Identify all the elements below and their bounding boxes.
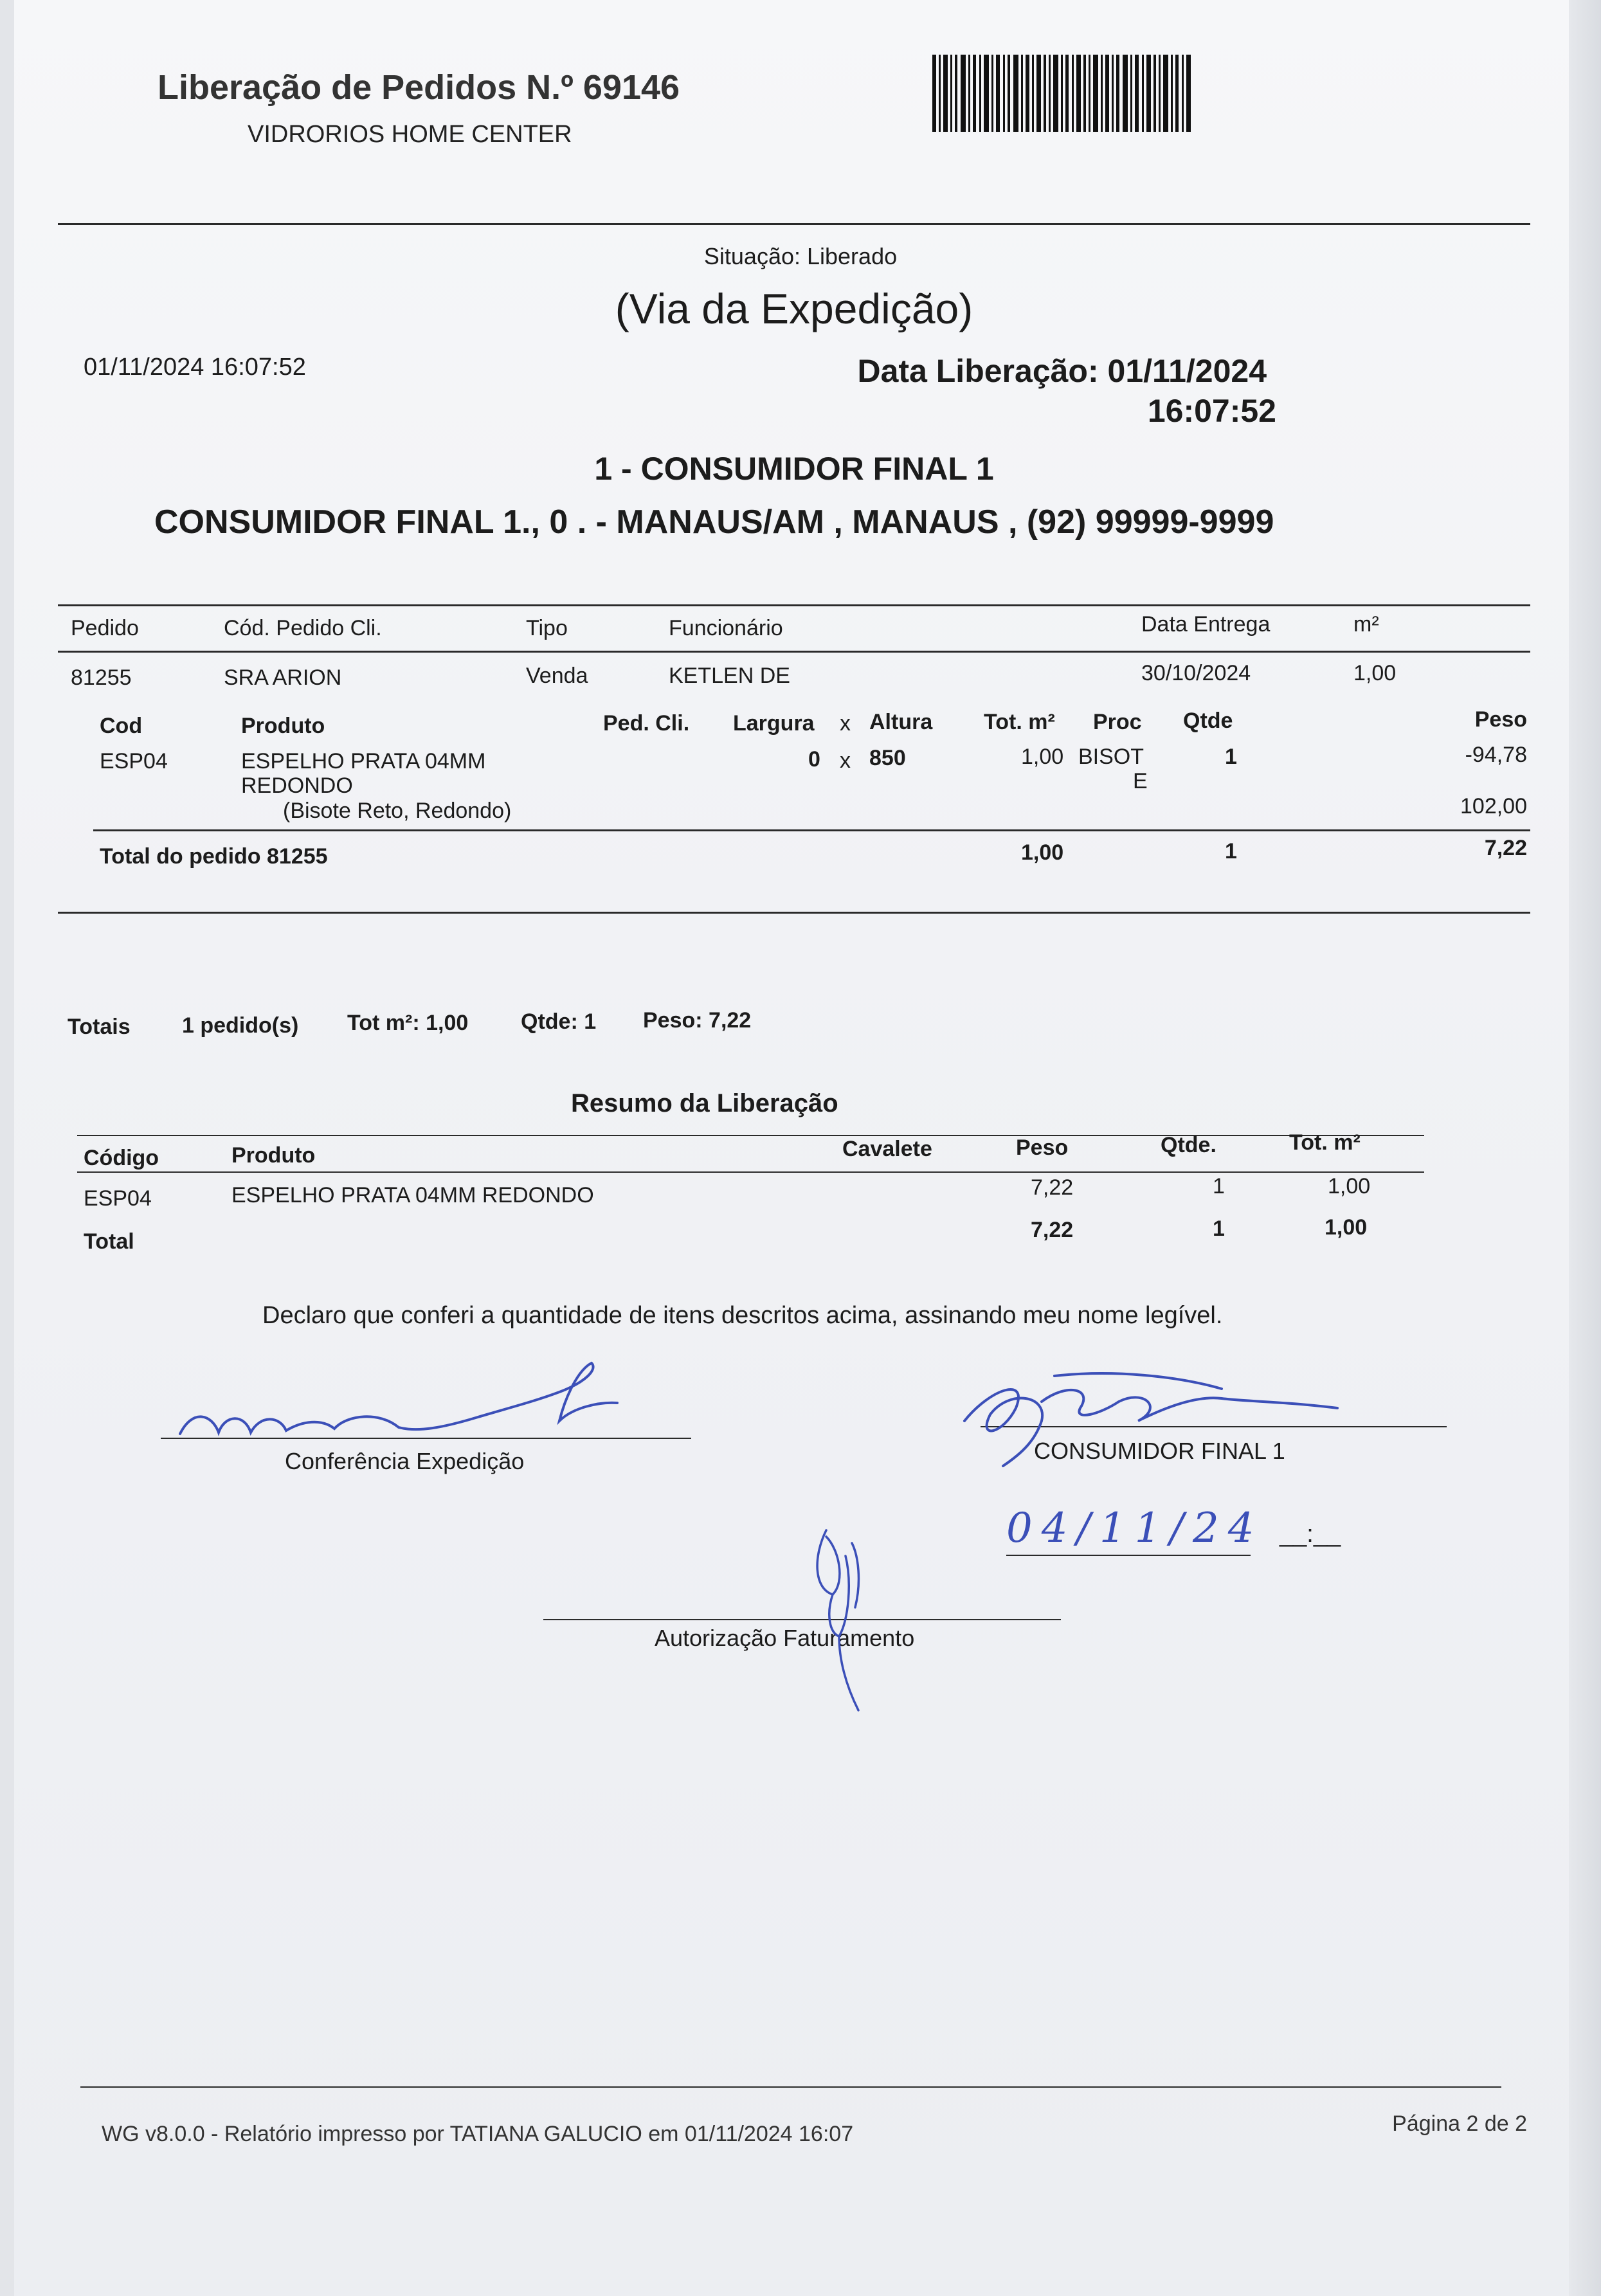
release-time: 16:07:52 (1147, 393, 1276, 429)
item-col-tot-m2: Tot. m² (984, 710, 1055, 734)
col-tipo: Tipo (526, 616, 568, 640)
col-cod-pedido-cli: Cód. Pedido Cli. (224, 616, 382, 640)
copy-label: (Via da Expedição) (615, 285, 973, 332)
item-qtde: 1 (1225, 745, 1237, 769)
col-pedido: Pedido (71, 616, 139, 640)
item-total-rule (93, 829, 1530, 831)
summary-col-produto: Produto (231, 1143, 316, 1168)
conferencia-signature (174, 1357, 624, 1453)
item-cod: ESP04 (100, 749, 168, 773)
order-total-m2: 1,00 (1021, 840, 1064, 865)
paper-edge-right (1569, 0, 1601, 2296)
summary-qtde: 1 (1213, 1174, 1225, 1198)
item-altura: 850 (869, 746, 906, 770)
col-data-entrega: Data Entrega (1141, 612, 1271, 637)
page-number: Página 2 de 2 (1392, 2111, 1527, 2136)
item-x: x (840, 748, 851, 773)
order-total-peso: 7,22 (1484, 836, 1527, 860)
consumidor-label: CONSUMIDOR FINAL 1 (1034, 1438, 1285, 1464)
summary-tot-m2: 1,00 (1328, 1174, 1371, 1198)
summary-col-codigo: Código (84, 1146, 159, 1170)
totals-pedidos: 1 pedido(s) (182, 1013, 299, 1038)
summary-total-qtde: 1 (1213, 1216, 1225, 1241)
printed-datetime: 01/11/2024 16:07:52 (84, 354, 306, 381)
item-largura: 0 (808, 747, 820, 772)
summary-col-qtde: Qtde. (1161, 1133, 1217, 1157)
paper-edge-left (0, 0, 14, 2296)
item-proc-line2: E (1133, 769, 1148, 793)
order-funcionario: KETLEN DE (669, 664, 790, 688)
order-tipo: Venda (526, 664, 588, 688)
totals-qtde: Qtde: 1 (521, 1009, 597, 1034)
col-funcionario: Funcionário (669, 616, 783, 640)
summary-title: Resumo da Liberação (571, 1089, 838, 1117)
summary-codigo: ESP04 (84, 1186, 152, 1211)
autorizacao-label: Autorização Faturamento (655, 1625, 915, 1651)
item-col-altura: Altura (869, 710, 933, 734)
item-col-largura: Largura (733, 711, 815, 736)
totals-m2: Tot m²: 1,00 (347, 1011, 469, 1035)
release-date: Data Liberação: 01/11/2024 (857, 353, 1267, 389)
order-pedido: 81255 (71, 665, 132, 690)
item-col-x: x (840, 711, 851, 736)
summary-col-tot-m2: Tot. m² (1289, 1130, 1361, 1155)
summary-produto: ESPELHO PRATA 04MM REDONDO (231, 1183, 594, 1207)
items-bottom-rule (58, 912, 1530, 914)
order-total-qtde: 1 (1225, 839, 1237, 863)
status-label: Situação: Liberado (703, 243, 898, 269)
autorizacao-signature (788, 1517, 878, 1717)
item-col-produto: Produto (241, 714, 325, 738)
document-title: Liberação de Pedidos N.º 69146 (158, 68, 680, 107)
totals-label: Totais (68, 1015, 131, 1039)
item-produto-line1: ESPELHO PRATA 04MM (241, 749, 486, 773)
order-cod-pedido-cli: SRA ARION (224, 665, 342, 690)
item-col-proc: Proc (1093, 710, 1142, 734)
summary-col-peso: Peso (1016, 1135, 1069, 1160)
item-produto-line2: REDONDO (241, 773, 353, 798)
declaration-text: Declaro que conferi a quantidade de itens descritos acima, assinando meu nome legível. (262, 1302, 1223, 1329)
order-table-header-rule (58, 651, 1530, 653)
footer-rule (80, 2086, 1501, 2088)
conferencia-label: Conferência Expedição (285, 1448, 525, 1474)
order-data-entrega: 30/10/2024 (1141, 661, 1251, 685)
order-table-top-rule (58, 604, 1530, 606)
date-line (1006, 1555, 1251, 1556)
client-address: CONSUMIDOR FINAL 1., 0 . - MANAUS/AM , MANAUS , (92) 99999-9999 (154, 503, 1274, 541)
summary-total-tot-m2: 1,00 (1325, 1215, 1368, 1240)
item-peso-line1: -94,78 (1465, 743, 1527, 767)
barcode (932, 55, 1193, 132)
summary-top-rule (77, 1135, 1424, 1136)
item-tot-m2: 1,00 (1021, 745, 1064, 769)
handwritten-date: 04/11/24 (1006, 1505, 1263, 1552)
summary-peso: 7,22 (1031, 1175, 1074, 1200)
item-detail: (Bisote Reto, Redondo) (283, 799, 512, 823)
order-total-label: Total do pedido 81255 (100, 844, 328, 869)
totals-peso: Peso: 7,22 (643, 1008, 752, 1033)
summary-total-peso: 7,22 (1031, 1218, 1074, 1242)
item-col-peso: Peso (1474, 707, 1527, 732)
item-col-cod: Cod (100, 714, 143, 738)
order-m2: 1,00 (1353, 661, 1397, 685)
consumidor-signature (952, 1363, 1350, 1472)
item-proc-line1: BISOT (1078, 745, 1144, 769)
summary-header-rule (77, 1171, 1424, 1173)
summary-col-cavalete: Cavalete (842, 1137, 932, 1161)
footer-report: WG v8.0.0 - Relatório impresso por TATIANA GALUCIO em 01/11/2024 16:07 (102, 2122, 854, 2146)
item-peso-line2: 102,00 (1460, 794, 1527, 818)
item-col-qtde: Qtde (1183, 709, 1233, 733)
item-col-ped-cli: Ped. Cli. (603, 711, 690, 736)
client-name: 1 - CONSUMIDOR FINAL 1 (594, 451, 994, 487)
company-name: VIDRORIOS HOME CENTER (248, 121, 572, 148)
time-placeholder: __:__ (1280, 1521, 1341, 1548)
col-m2: m² (1353, 612, 1379, 637)
header-divider (58, 223, 1530, 225)
summary-total-label: Total (84, 1229, 134, 1254)
